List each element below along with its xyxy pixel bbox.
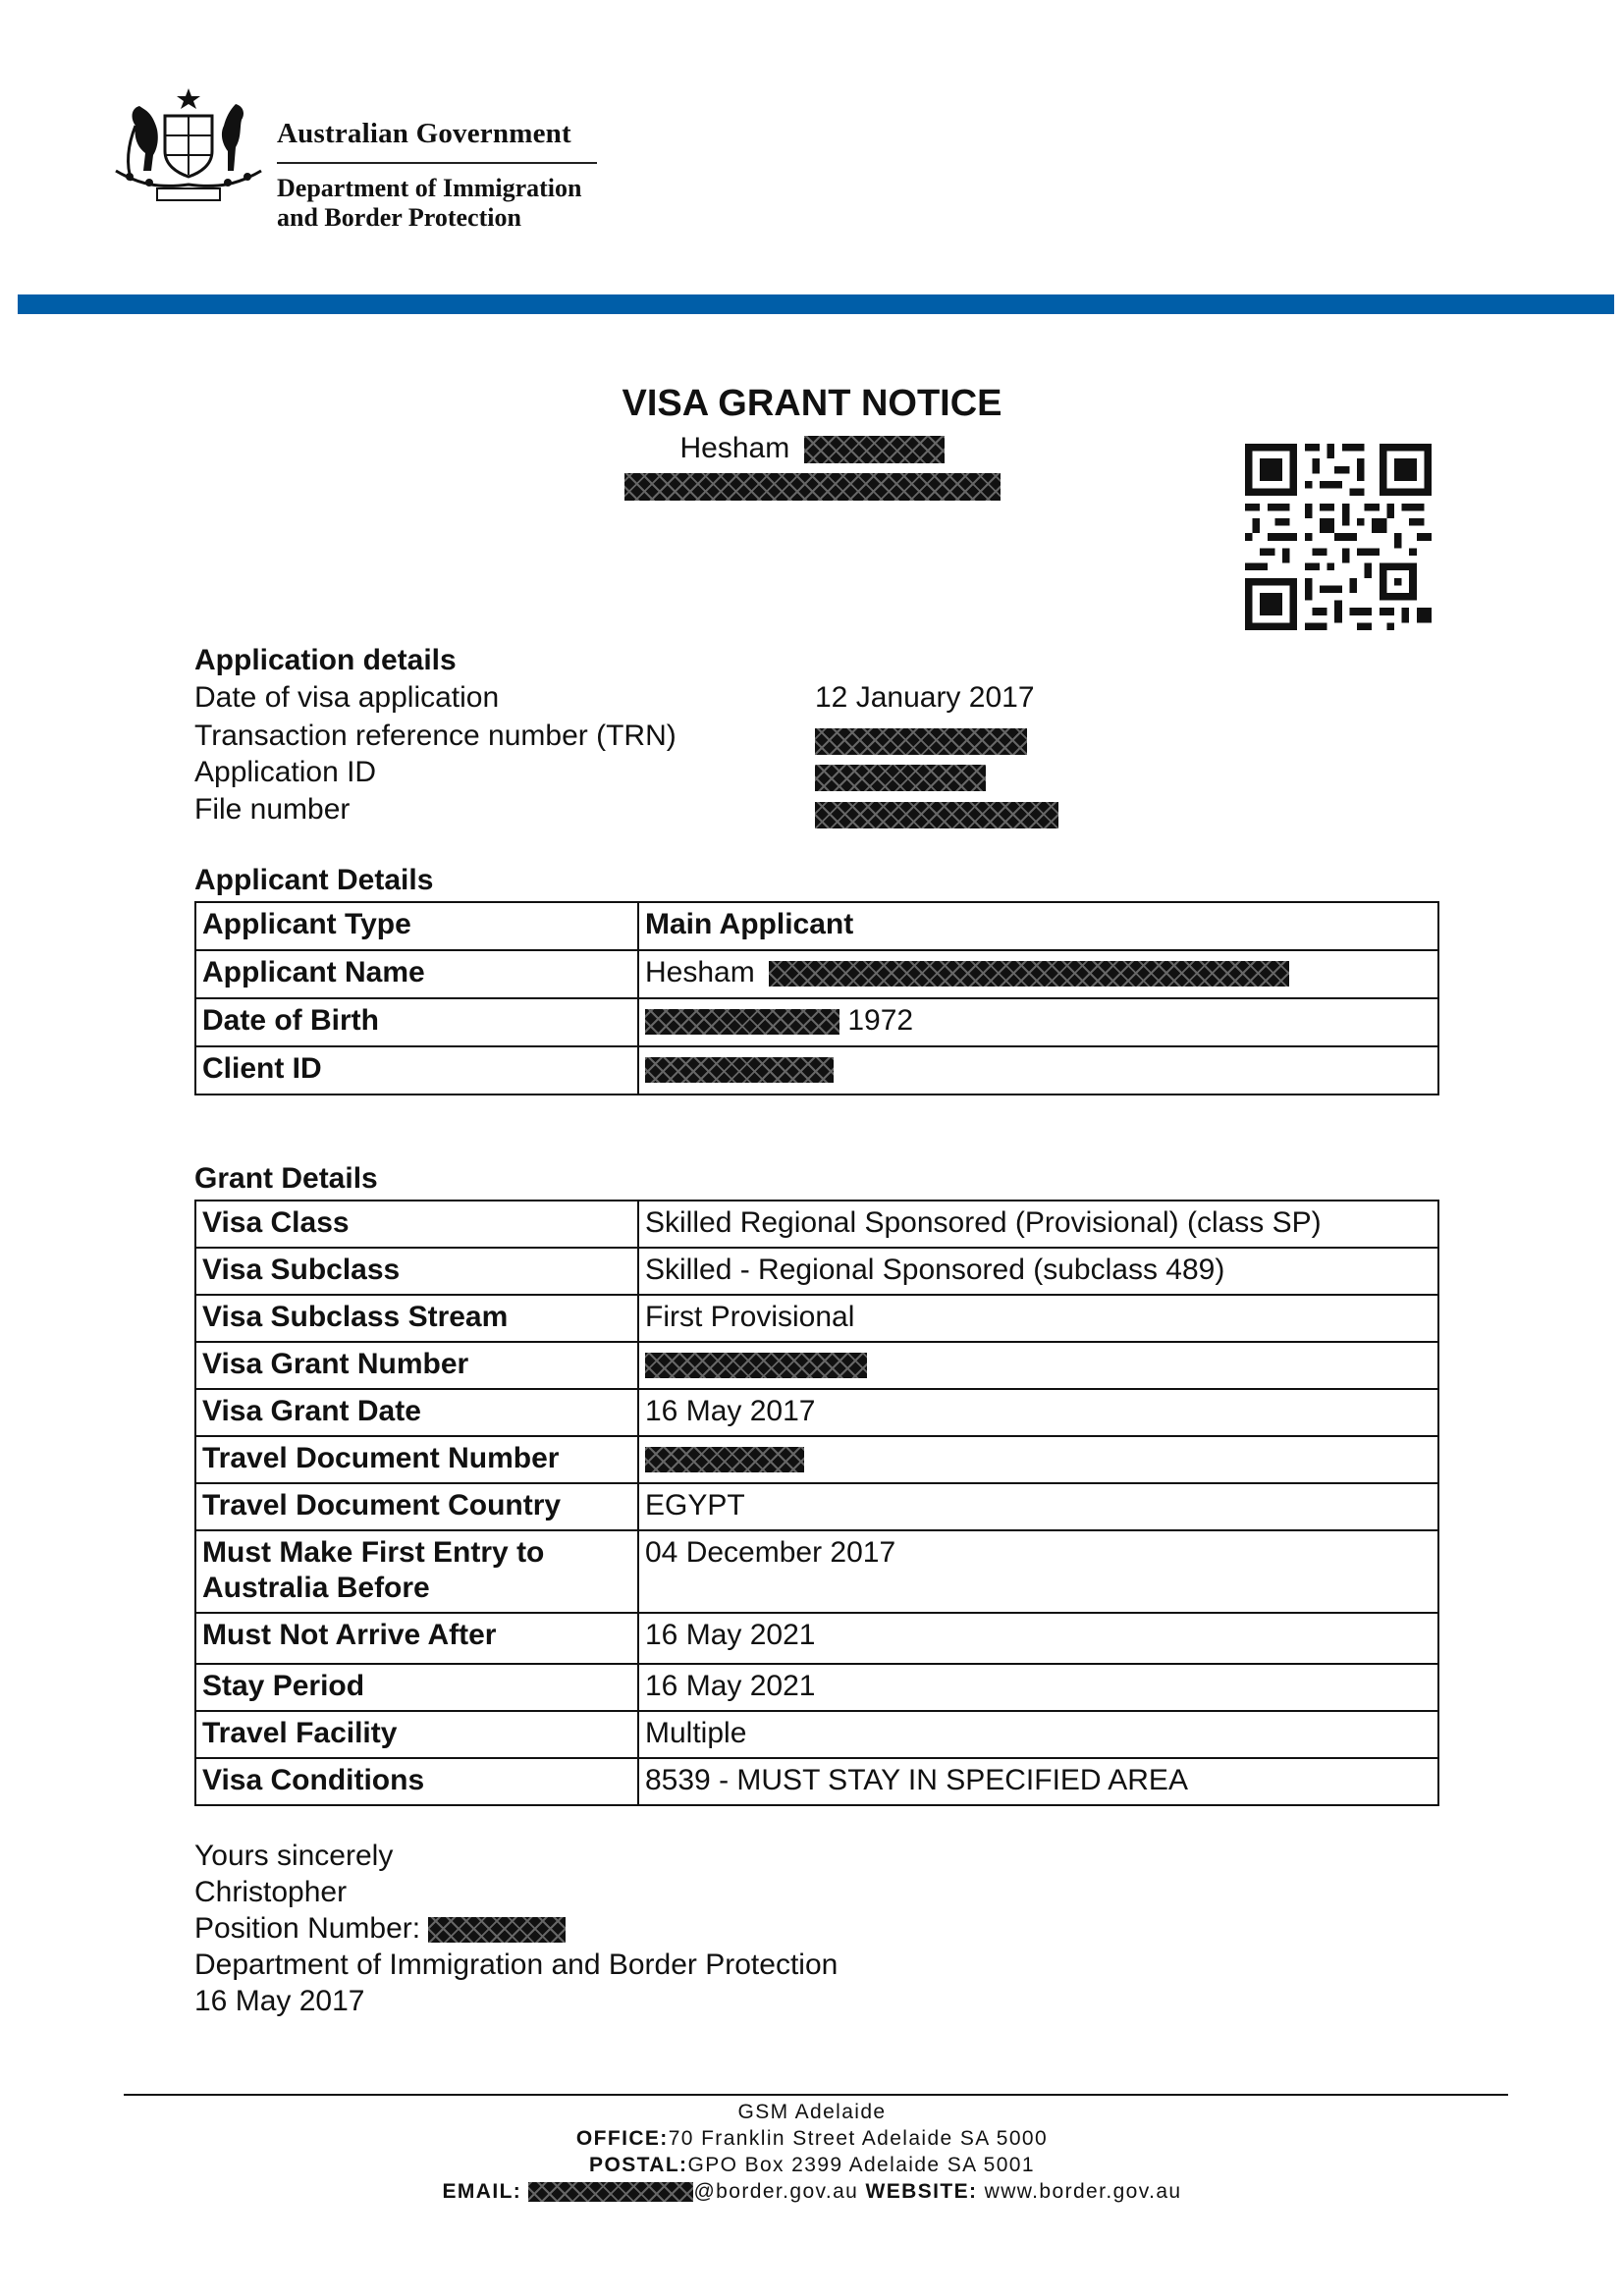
header-blue-bar [18,294,1614,314]
visa-grant-number-label: Visa Grant Number [195,1342,638,1389]
redaction-bar [645,1009,839,1035]
table-row [195,1046,1438,1095]
visa-class-label: Visa Class [195,1201,638,1248]
footer-office-label: OFFICE: [575,2127,669,2150]
government-header [277,118,597,233]
stay-period-label: Stay Period [195,1664,638,1711]
table-row [195,1248,1438,1295]
footer-office-address: 70 Franklin Street Adelaide SA 5000 [668,2127,1049,2150]
header-rule [277,162,597,164]
travel-document-number-cell [638,1436,1438,1483]
visa-grant-number-cell [638,1342,1438,1389]
redaction-bar [769,961,1289,987]
redaction-bar [815,765,986,791]
redaction-bar [645,1353,867,1378]
footer-email-domain[interactable]: @border.gov.au [693,2180,859,2203]
must-not-arrive-after-label: Must Not Arrive After [195,1613,638,1664]
visa-conditions-value: 8539 - MUST STAY IN SPECIFIED AREA [638,1758,1438,1805]
applicant-details-heading: Applicant Details [194,864,434,896]
table-row [195,1201,1438,1248]
first-entry-before-label: Must Make First Entry to Australia Before [195,1530,638,1613]
department-name-line-1: Department of Immigration [277,174,582,202]
grant-details-table [194,1200,1439,1806]
file-number-label: File number [194,793,351,826]
redaction-bar [528,2182,693,2202]
date-of-birth-cell [638,998,1438,1046]
redaction-bar [645,1447,804,1472]
applicant-details-table [194,901,1439,1095]
redaction-bar [804,436,945,463]
commonwealth-coat-of-arms-icon [110,86,267,202]
footer [0,2099,1624,2205]
position-number-line [194,1910,838,1947]
qr-code-icon [1245,444,1432,630]
application-date-value: 12 January 2017 [815,681,1035,714]
signatory-department: Department of Immigration and Border Protection [194,1949,839,1981]
travel-document-country-value: EGYPT [638,1483,1438,1530]
must-not-arrive-after-value: 16 May 2021 [638,1613,1438,1664]
addressee-first-name: Hesham [679,432,790,464]
table-row [195,950,1438,998]
applicant-name-cell [638,950,1438,998]
redaction-bar [428,1917,566,1943]
applicant-name-value: Hesham [645,956,755,988]
footer-website-label: WEBSITE: [865,2180,978,2203]
applicant-name-label: Applicant Name [195,950,638,998]
application-details-heading: Application details [194,644,457,676]
table-row [195,902,1438,950]
closing-salutation: Yours sincerely [194,1840,394,1872]
travel-document-country-label: Travel Document Country [195,1483,638,1530]
visa-class-value: Skilled Regional Sponsored (Provisional) (class SP) [638,1201,1438,1248]
footer-postal-line [0,2152,1624,2178]
visa-subclass-label: Visa Subclass [195,1248,638,1295]
table-row [195,1711,1438,1758]
applicant-type-label: Applicant Type [195,902,638,950]
travel-facility-label: Travel Facility [195,1711,638,1758]
redaction-bar [624,473,1001,501]
visa-subclass-stream-value: First Provisional [638,1295,1438,1342]
table-row [195,1483,1438,1530]
client-id-label: Client ID [195,1046,638,1095]
closing-block [194,1838,838,2019]
visa-subclass-value: Skilled - Regional Sponsored (subclass 489) [638,1248,1438,1295]
travel-document-number-label: Travel Document Number [195,1436,638,1483]
table-row [195,1389,1438,1436]
footer-website-link[interactable]: www.border.gov.au [984,2180,1182,2203]
government-name: Australian Government [277,118,571,149]
date-of-birth-year: 1972 [847,1004,914,1037]
table-row [195,1758,1438,1805]
department-name-line-2: and Border Protection [277,203,521,232]
application-date-label: Date of visa application [194,681,500,714]
redaction-bar [645,1057,834,1083]
footer-contact-line [0,2178,1624,2205]
client-id-cell [638,1046,1438,1095]
visa-grant-date-value: 16 May 2017 [638,1389,1438,1436]
visa-grant-date-label: Visa Grant Date [195,1389,638,1436]
visa-subclass-stream-label: Visa Subclass Stream [195,1295,638,1342]
trn-label: Transaction reference number (TRN) [194,720,677,752]
table-row [195,1664,1438,1711]
footer-office-line [0,2125,1624,2152]
letter-date: 16 May 2017 [194,1985,365,2017]
redaction-bar [815,728,1027,755]
application-id-label: Application ID [194,756,377,788]
visa-conditions-label: Visa Conditions [195,1758,638,1805]
table-row [195,1342,1438,1389]
signatory-name: Christopher [194,1876,348,1908]
footer-rule [124,2094,1508,2096]
footer-office-name: GSM Adelaide [737,2101,887,2123]
applicant-type-value: Main Applicant [638,902,1438,950]
table-row [195,998,1438,1046]
redaction-bar [815,802,1058,828]
notice-title: VISA GRANT NOTICE [622,383,1002,424]
footer-postal-label: POSTAL: [589,2154,688,2176]
position-number-label: Position Number: [194,1912,421,1945]
table-row [195,1613,1438,1664]
table-row [195,1436,1438,1483]
travel-facility-value: Multiple [638,1711,1438,1758]
footer-postal-address: GPO Box 2399 Adelaide SA 5001 [687,2154,1035,2176]
footer-email-label: EMAIL: [442,2180,522,2203]
table-row [195,1295,1438,1342]
first-entry-before-value: 04 December 2017 [638,1530,1438,1613]
grant-details-heading: Grant Details [194,1162,378,1195]
table-row [195,1530,1438,1613]
stay-period-value: 16 May 2021 [638,1664,1438,1711]
date-of-birth-label: Date of Birth [195,998,638,1046]
